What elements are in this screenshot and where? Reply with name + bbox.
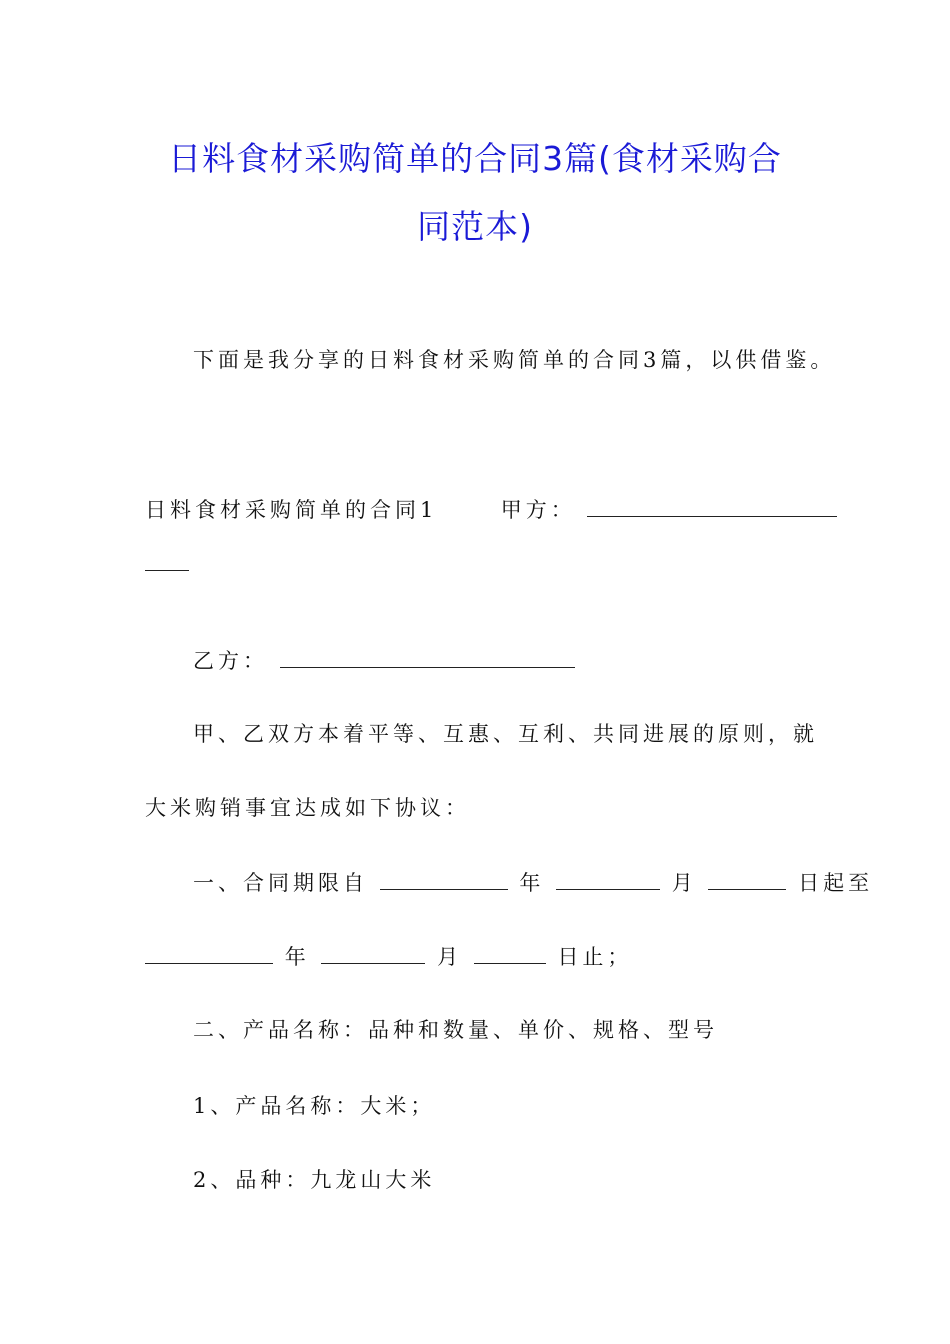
term-row-1 bbox=[193, 867, 873, 898]
contract-heading: 日料食材采购简单的合同1 bbox=[145, 498, 438, 522]
party-a-blank[interactable] bbox=[587, 494, 837, 517]
document-title-line-1: 日料食材采购简单的合同3篇(食材采购合 bbox=[168, 139, 782, 178]
section-2-heading: 二、产品名称：品种和数量、单价、规格、型号 bbox=[193, 1018, 718, 1042]
start-day-blank[interactable] bbox=[708, 867, 786, 890]
end-month-label: 月 bbox=[437, 945, 463, 969]
party-b-blank[interactable] bbox=[280, 645, 575, 668]
item-1: 1、产品名称：大米； bbox=[193, 1094, 436, 1118]
month-label: 月 bbox=[671, 871, 697, 895]
start-month-blank[interactable] bbox=[556, 867, 660, 890]
year-label: 年 bbox=[519, 871, 545, 895]
end-year-label: 年 bbox=[284, 945, 310, 969]
item-2: 2、品种：九龙山大米 bbox=[193, 1168, 436, 1192]
day-from-label: 日起至 bbox=[798, 871, 874, 895]
contract-heading-row bbox=[145, 494, 838, 525]
day-to-label: 日止； bbox=[557, 945, 633, 969]
end-month-blank[interactable] bbox=[321, 941, 425, 964]
principle-line-1: 甲、乙双方本着平等、互惠、互利、共同进展的原则，就 bbox=[193, 722, 818, 746]
end-day-blank[interactable] bbox=[474, 941, 546, 964]
party-b-row bbox=[193, 645, 576, 676]
term-prefix: 一、合同期限自 bbox=[193, 871, 368, 895]
principle-line-2: 大米购销事宜达成如下协议： bbox=[145, 796, 470, 820]
end-year-blank[interactable] bbox=[145, 941, 273, 964]
intro-paragraph: 下面是我分享的日料食材采购简单的合同3篇，以供借鉴。 bbox=[193, 348, 836, 372]
term-row-2 bbox=[145, 941, 632, 972]
document-title-line-2: 同范本) bbox=[417, 207, 533, 246]
party-a-blank-continued-row bbox=[145, 548, 190, 579]
party-b-label: 乙方： bbox=[193, 649, 268, 673]
party-a-blank-continued[interactable] bbox=[145, 548, 189, 571]
party-a-label: 甲方： bbox=[500, 498, 576, 522]
start-year-blank[interactable] bbox=[380, 867, 508, 890]
